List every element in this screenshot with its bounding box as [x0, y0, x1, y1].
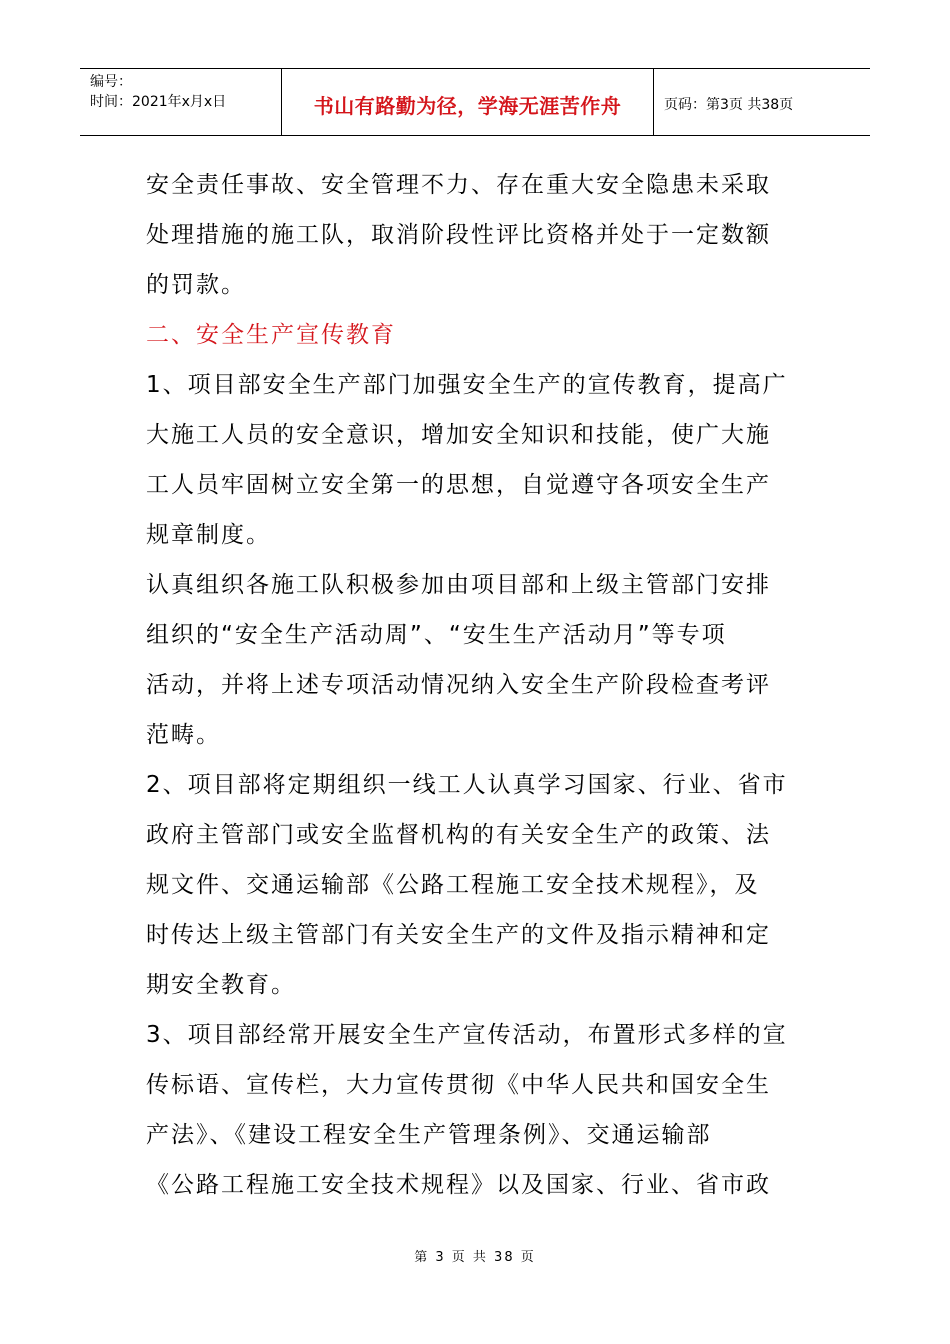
body-line: 产法》、《建设工程安全生产管理条例》、交通运输部 — [146, 1122, 712, 1148]
body-line: 活动，并将上述专项活动情况纳入安全生产阶段检查考评 — [146, 672, 771, 698]
body-line: 《公路工程施工安全技术规程》以及国家、行业、省市政 — [146, 1172, 771, 1198]
body-line: 安全责任事故、安全管理不力、存在重大安全隐患未采取 — [146, 172, 771, 198]
body-line: 期安全教育。 — [146, 972, 296, 998]
body-line: 3、项目部经常开展安全生产宣传活动，布置形式多样的宣 — [146, 1022, 788, 1048]
body-line: 规文件、交通运输部《公路工程施工安全技术规程》，及 — [146, 872, 760, 898]
header-table — [80, 68, 870, 136]
header-motto: 书山有路勤为径，学海无涯苦作舟 — [313, 93, 622, 118]
body-line: 政府主管部门或安全监督机构的有关安全生产的政策、法 — [146, 822, 771, 848]
body-line: 传标语、宣传栏，大力宣传贯彻《中华人民共和国安全生 — [146, 1072, 771, 1098]
body-line: 组织的“安全生产活动周”、“安生生产活动月”等专项 — [146, 622, 727, 648]
document-time-label: 时间：2021年x月x日 — [90, 94, 227, 110]
body-line: 处理措施的施工队，取消阶段性评比资格并处于一定数额 — [146, 222, 771, 248]
body-line: 范畴。 — [146, 722, 221, 748]
header-page-cell — [654, 69, 870, 135]
header-page-info: 页码：第3页 共38页 — [664, 97, 794, 113]
body-line: 1、项目部安全生产部门加强安全生产的宣传教育，提高广 — [146, 372, 788, 398]
body-line: 时传达上级主管部门有关安全生产的文件及指示精神和定 — [146, 922, 771, 948]
page-footer: 第 3 页 共 38 页 — [414, 1250, 536, 1265]
body-line: 工人员牢固树立安全第一的思想，自觉遵守各项安全生产 — [146, 472, 771, 498]
document-number-label: 编号： — [90, 74, 132, 90]
body-line: 认真组织各施工队积极参加由项目部和上级主管部门安排 — [146, 572, 771, 598]
header-motto-cell — [282, 69, 654, 135]
body-line: 的罚款。 — [146, 272, 246, 298]
body-line: 规章制度。 — [146, 522, 271, 548]
body-line: 2、项目部将定期组织一线工人认真学习国家、行业、省市 — [146, 772, 788, 798]
section-heading: 二、安全生产宣传教育 — [146, 322, 396, 348]
document-body — [146, 160, 806, 1210]
body-line: 大施工人员的安全意识，增加安全知识和技能，使广大施 — [146, 422, 771, 448]
header-meta-cell — [80, 69, 282, 135]
